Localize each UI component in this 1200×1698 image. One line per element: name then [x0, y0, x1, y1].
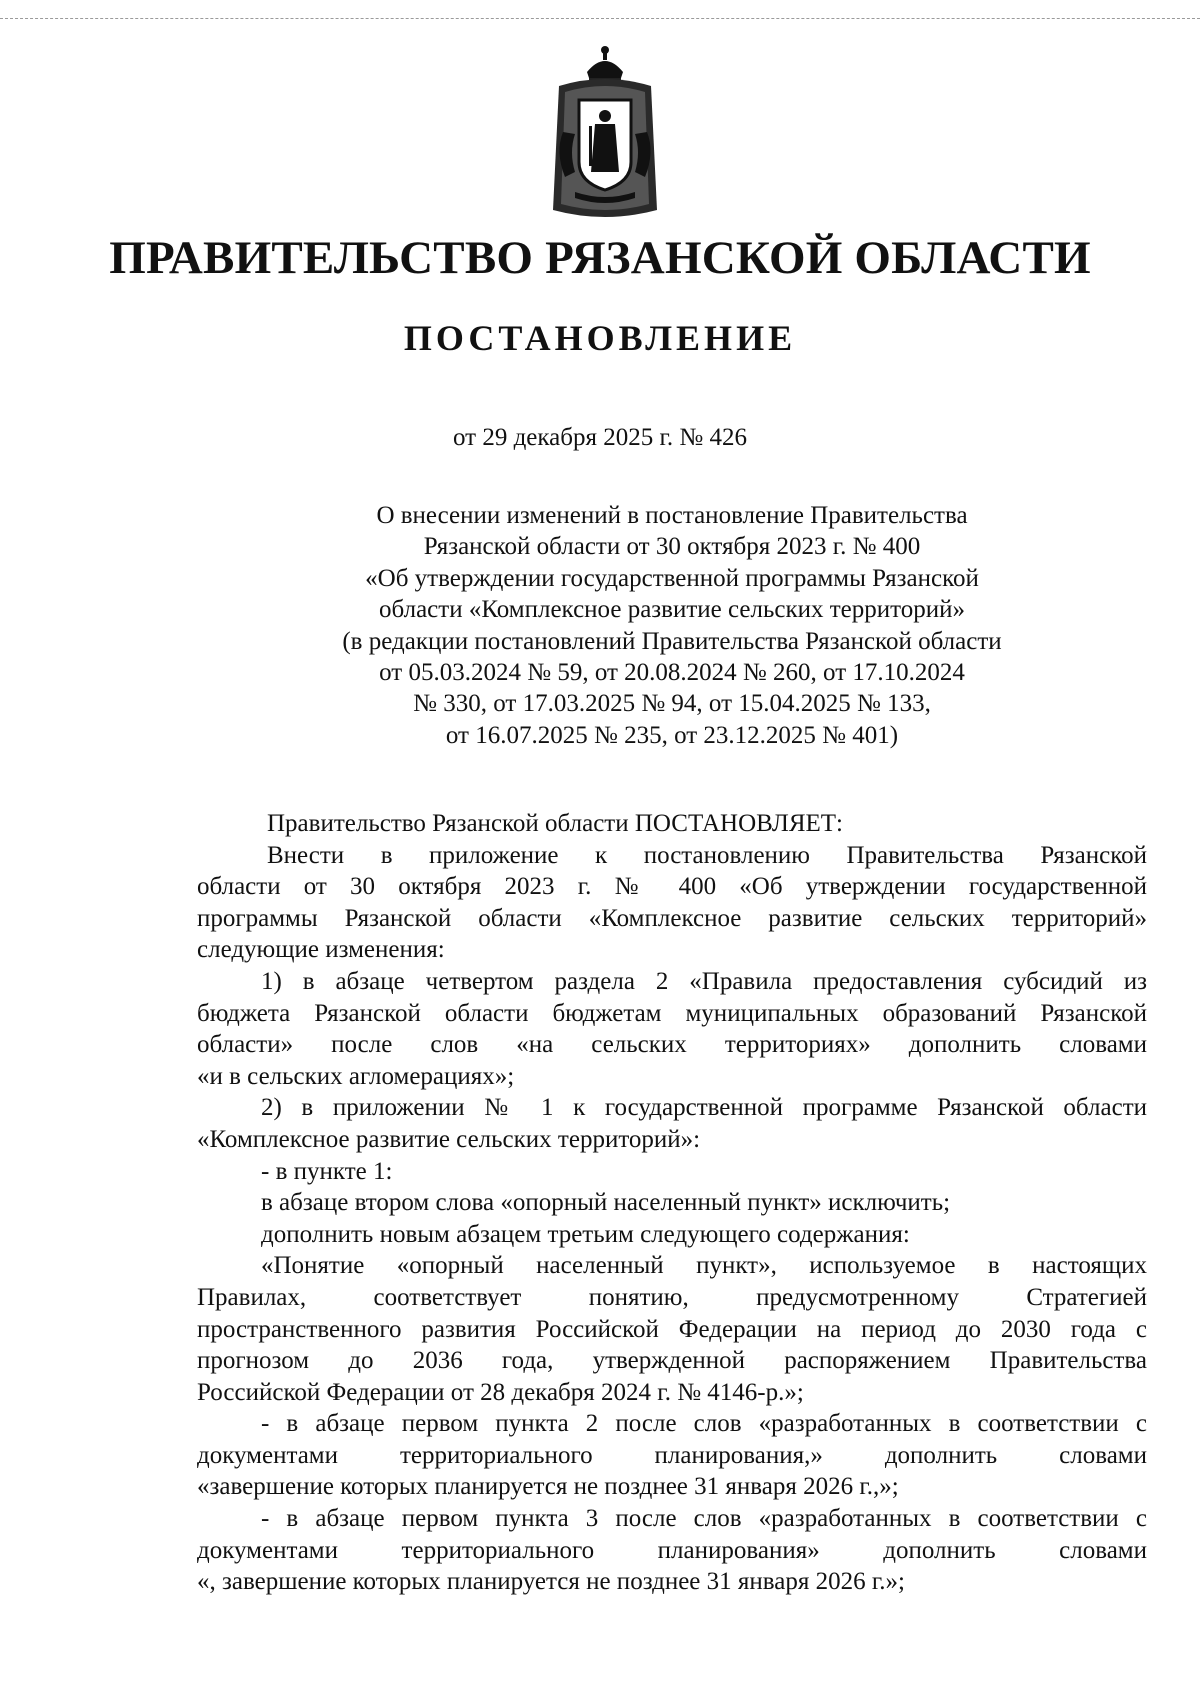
government-title: ПРАВИТЕЛЬСТВО РЯЗАНСКОЙ ОБЛАСТИ	[109, 232, 1091, 284]
document-body	[197, 808, 1147, 1598]
text-line: Правилах, соответствует понятию, предусмотренному Стратегией	[197, 1283, 1147, 1311]
subject-line: области «Комплексное развитие сельских территорий»	[379, 596, 965, 624]
subject-line: (в редакции постановлений Правительства Рязанской области	[342, 627, 1002, 655]
coat-of-arms-icon	[545, 42, 665, 222]
text-line: прогнозом до 2036 года, утвержденной распоряжением Правительства	[197, 1347, 1147, 1375]
text-line: программы Рязанской области «Комплексное развитие сельских территорий»	[197, 904, 1147, 932]
text-line: пространственного развития Российской Федерации на период до 2030 года с	[197, 1315, 1147, 1343]
text-line: «и в сельских агломерациях»;	[197, 1062, 515, 1090]
document-subject	[272, 500, 1072, 751]
point-3	[197, 1503, 1147, 1598]
text-line: документами территориального планирования,» дополнить словами	[197, 1441, 1147, 1469]
subject-line: от 05.03.2024 № 59, от 20.08.2024 № 260, от 17.10.2024	[379, 659, 965, 687]
text-line: области» после слов «на сельских территориях» дополнить словами	[197, 1031, 1147, 1059]
text-line: документами территориального планирования» дополнить словами	[197, 1536, 1147, 1564]
subject-line: Рязанской области от 30 октября 2023 г. № 400	[423, 533, 921, 561]
paragraph-main	[197, 840, 1147, 966]
subject-line: «Об утверждении государственной программы Рязанской	[365, 564, 979, 592]
text-line: - в абзаце первом пункта 2 после слов «разработанных в соответствии с	[261, 1410, 1147, 1438]
item-2	[197, 1092, 1147, 1155]
point-1-sub-a: в абзаце втором слова «опорный населенный пункт» исключить;	[261, 1189, 951, 1217]
text-line: «Комплексное развитие сельских территорий»:	[197, 1125, 701, 1153]
decree-intro: Правительство Рязанской области ПОСТАНОВЛЯЕТ:	[267, 810, 843, 837]
text-line: «, завершение которых планируется не позднее 31 января 2026 г.»;	[197, 1568, 905, 1596]
point-2	[197, 1408, 1147, 1503]
text-line: 1) в абзаце четвертом раздела 2 «Правила предоставления субсидий из	[261, 967, 1147, 995]
text-line: «завершение которых планируется не позднее 31 января 2026 г.,»;	[197, 1473, 899, 1501]
subject-line: О внесении изменений в постановление Правительства	[376, 502, 968, 529]
text-line: следующие изменения:	[197, 936, 445, 964]
point-1-heading: - в пункте 1:	[261, 1157, 393, 1185]
point-1-sub-b: дополнить новым абзацем третьим следующего содержания:	[261, 1220, 910, 1248]
text-line: области от 30 октября 2023 г. № 400 «Об утверждении государственной	[197, 873, 1147, 901]
subject-line: от 16.07.2025 № 235, от 23.12.2025 № 401)	[445, 721, 899, 749]
quoted-definition	[197, 1250, 1147, 1408]
subject-line: № 330, от 17.03.2025 № 94, от 15.04.2025 № 133,	[413, 690, 931, 718]
document-type: ПОСТАНОВЛЕНИЕ	[403, 318, 797, 358]
text-line: «Понятие «опорный населенный пункт», используемое в настоящих	[261, 1252, 1147, 1280]
document-date-number: от 29 декабря 2025 г. № 426	[452, 424, 748, 451]
text-line: - в абзаце первом пункта 3 после слов «разработанных в соответствии с	[261, 1505, 1147, 1533]
text-line: бюджета Рязанской области бюджетам муниципальных образований Рязанской	[197, 999, 1147, 1027]
scan-edge-line	[0, 18, 1200, 19]
text-line: 2) в приложении № 1 к государственной программе Рязанской области	[261, 1094, 1147, 1122]
text-line: Российской Федерации от 28 декабря 2024 г. № 4146-р.»;	[197, 1378, 804, 1406]
text-line: Внести в приложение к постановлению Правительства Рязанской	[267, 841, 1147, 869]
item-1	[197, 966, 1147, 1092]
